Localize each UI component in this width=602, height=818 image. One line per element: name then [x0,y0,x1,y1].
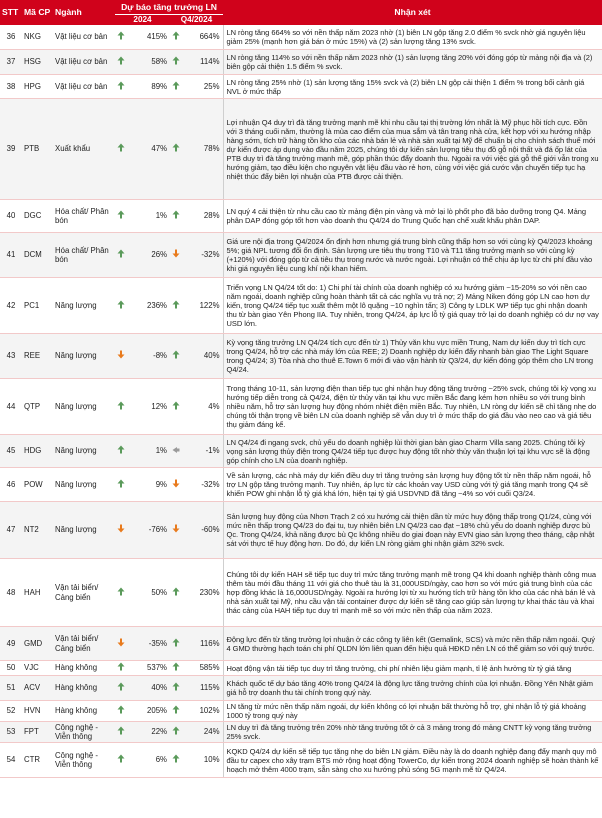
row-2024-arrow [115,468,126,502]
row-nhan-xet: Khách quốc tế dự báo tăng 40% trong Q4/24 là động lực tăng trưởng chính của lợi nhuận. Đồng Yên Nhật giảm giá hỗ trợ doanh thu tài chính trong quý này. [223,676,602,701]
row-q4-arrow [170,676,181,701]
row-2024-value: 58% [126,50,170,75]
row-q4-arrow [170,75,181,99]
row-nganh: Năng lượng [53,435,115,468]
table-row [0,722,602,743]
row-q4-arrow [170,200,181,233]
arrow-up-icon [172,300,180,309]
row-q4-value: 585% [181,661,223,676]
header-row [0,0,602,14]
row-nganh: Năng lượng [53,502,115,559]
row-nhan-xet: LN ròng tăng 664% so với nền thấp năm 2023 nhờ (1) biên LN gộp tăng 2.0 điểm % svck nhờ giá nguyên liệu giảm 25% (mạnh hơn giá bán ở mức 15%) và (2) sản lượng tăng 13% svck. [223,25,602,50]
row-nhan-xet: Về sản lượng, các nhà máy dự kiến điều duy trì tăng trưởng sản lượng huy động tốt từ nền thấp năm ngoái, hỗ trợ LN gộp tăng trưởng mạnh. Tuy nhiên, áp lực từ các khoản vay USD cùng với tỷ giá tăng mạnh trong Q4 sẽ khiến POW ghi nhận lỗ tỷ giá khá lớn, hiện tại tỷ giá USDVND đã tăng ~4% so với cuối Q3/24. [223,468,602,502]
row-stt: 40 [0,200,22,233]
row-nganh: Vật liệu cơ bản [53,25,115,50]
row-q4-value: -32% [181,468,223,502]
row-nganh: Hóa chất/ Phân bón [53,233,115,278]
row-2024-value: 1% [126,200,170,233]
row-2024-arrow [115,435,126,468]
row-2024-arrow [115,25,126,50]
row-2024-arrow [115,661,126,676]
row-nhan-xet: LN tăng từ mức nền thấp năm ngoái, dự kiến không có lợi nhuận bất thường hỗ trợ, ghi nhận lỗ tỷ giá khoảng 1000 tỷ trong quý này [223,701,602,722]
row-ma-cp: NT2 [22,502,53,559]
header-nhan-xet: Nhận xét [223,0,602,25]
arrow-up-icon [172,726,180,735]
row-2024-value: 22% [126,722,170,743]
arrow-up-icon [172,143,180,152]
row-ma-cp: HVN [22,701,53,722]
arrow-up-icon [117,445,125,454]
row-stt: 49 [0,627,22,661]
row-nganh: Vật liệu cơ bản [53,50,115,75]
row-q4-arrow [170,502,181,559]
table-row [0,743,602,778]
row-q4-arrow [170,379,181,435]
row-ma-cp: PTB [22,99,53,200]
header-du-bao: Dự báo tăng trưởng LN [115,0,223,14]
arrow-up-icon [172,587,180,596]
row-2024-arrow [115,379,126,435]
row-stt: 39 [0,99,22,200]
row-stt: 48 [0,559,22,627]
row-q4-value: 230% [181,559,223,627]
arrow-up-icon [172,682,180,691]
arrow-up-icon [117,81,125,90]
arrow-up-icon [172,401,180,410]
arrow-up-icon [117,682,125,691]
row-q4-arrow [170,661,181,676]
table-row [0,75,602,99]
table-row [0,701,602,722]
row-stt: 46 [0,468,22,502]
arrow-up-icon [172,662,180,671]
header-nganh: Ngành [53,0,115,25]
row-q4-value: 10% [181,743,223,778]
arrow-up-icon [172,350,180,359]
arrow-up-icon [117,300,125,309]
row-ma-cp: GMD [22,627,53,661]
row-nganh: Năng lượng [53,468,115,502]
row-2024-value: 89% [126,75,170,99]
row-2024-arrow [115,99,126,200]
row-ma-cp: DCM [22,233,53,278]
row-2024-value: -35% [126,627,170,661]
row-2024-arrow [115,701,126,722]
arrow-down-icon [172,479,180,488]
row-nganh: Vận tải biển/ Cảng biển [53,627,115,661]
row-q4-value: 115% [181,676,223,701]
row-ma-cp: FPT [22,722,53,743]
arrow-up-icon [172,705,180,714]
row-nhan-xet: Sản lượng huy động của Nhơn Trạch 2 có xu hướng cải thiện dần từ mức huy động thấp trong Q1/24, cùng với mức nền thấp trong Q4/23 do đại tu, tuy nhiên biên LN Q4/23 cao đạt ~18% chủ yếu do doanh nghiệp được bù Qc. Trong Q4/24, khả năng được bù Qc không nhiều do giai đoạn này EVN giao sản lượng theo tháng, cập nhật sát với thực tế huy động hơn. Do đó, dự kiến LN ròng giảm ghi nhận giảm 32% svck. [223,502,602,559]
table-row [0,99,602,200]
table-row [0,502,602,559]
row-2024-value: 12% [126,379,170,435]
arrow-up-icon [117,210,125,219]
row-nhan-xet: KQKD Q4/24 dự kiến sẽ tiếp tục tăng nhẹ do biên LN giảm. Điều này là do doanh nghiệp đang đẩy mạnh quy mô đầu tư capex cho xây trạm BTS mở rộng hoạt động TowerCo, dự kiến trong 2024 doanh nghiệp sẽ hoàn thành kế hoạch mở thêm 4000 trạm, sẵn sàng cho xu hướng phủ sóng 5G mạnh mẽ từ Q4/24. [223,743,602,778]
row-nganh: Hóa chất/ Phân bón [53,200,115,233]
row-ma-cp: NKG [22,25,53,50]
row-nhan-xet: LN Q4/24 đi ngang svck, chủ yếu do doanh nghiệp lùi thời gian bàn giao Charm Villa sang 2025. Chúng tôi kỳ vọng sản lượng thủy điện trong Q4/24 tiếp tục được huy động tốt nhờ thủy văn thuận lợi tại khu vực sẽ là động góp chính cho LN của doanh nghiệp. [223,435,602,468]
row-2024-arrow [115,50,126,75]
row-nhan-xet: LN ròng tăng 25% nhờ (1) sản lượng tăng 15% svck và (2) biên LN gộp cải thiện 1 điểm % trong bối cảnh giá NVL ở mức thấp [223,75,602,99]
row-q4-arrow [170,278,181,334]
arrow-up-icon [172,81,180,90]
row-nganh: Công nghệ - Viễn thông [53,743,115,778]
header-stt: STT [0,0,22,25]
row-stt: 37 [0,50,22,75]
row-2024-arrow [115,559,126,627]
row-nganh: Năng lượng [53,379,115,435]
row-q4-arrow [170,743,181,778]
row-stt: 42 [0,278,22,334]
arrow-down-icon [172,249,180,258]
row-q4-arrow [170,627,181,661]
row-ma-cp: DGC [22,200,53,233]
arrow-up-icon [172,210,180,219]
row-q4-arrow [170,435,181,468]
row-q4-arrow [170,468,181,502]
header-ma-cp: Mã CP [22,0,53,25]
row-ma-cp: HAH [22,559,53,627]
row-q4-value: -60% [181,502,223,559]
row-q4-arrow [170,559,181,627]
row-q4-value: -32% [181,233,223,278]
row-2024-value: -8% [126,334,170,379]
row-nhan-xet: Hoạt động vận tải tiếp tục duy trì tăng trưởng, chi phí nhiên liệu giảm mạnh, tỉ lệ ảnh hưởng từ tỷ giá tăng [223,661,602,676]
row-nganh: Vận tải biển/ Cảng biển [53,559,115,627]
table-body [0,25,602,778]
row-q4-value: 114% [181,50,223,75]
row-q4-value: 122% [181,278,223,334]
arrow-down-icon [117,524,125,533]
arrow-up-icon [117,754,125,763]
row-nganh: Năng lượng [53,334,115,379]
row-2024-arrow [115,676,126,701]
table-row [0,200,602,233]
arrow-down-icon [117,638,125,647]
arrow-up-icon [117,479,125,488]
row-q4-arrow [170,25,181,50]
row-stt: 51 [0,676,22,701]
row-q4-value: 28% [181,200,223,233]
row-stt: 41 [0,233,22,278]
arrow-up-icon [117,662,125,671]
row-2024-value: 40% [126,676,170,701]
arrow-up-icon [117,143,125,152]
header-2024: 2024 [115,14,170,25]
row-ma-cp: POW [22,468,53,502]
row-stt: 38 [0,75,22,99]
row-ma-cp: REE [22,334,53,379]
table-row [0,25,602,50]
row-stt: 43 [0,334,22,379]
row-nganh: Xuất khẩu [53,99,115,200]
row-ma-cp: HSG [22,50,53,75]
arrow-up-icon [117,705,125,714]
row-nhan-xet: Động lực đến từ tăng trưởng lợi nhuận ở các công ty liên kết (Gemalink, SCS) và mức nền thấp năm ngoái. Quý 4 GMD thường hạch toán chi phí QLDN lớn liên quan đến hiệu quả HĐKD nên LN có thể giảm so với quý trước. [223,627,602,661]
row-2024-arrow [115,743,126,778]
row-q4-arrow [170,722,181,743]
row-nhan-xet: LN ròng tăng 114% so với nền thấp năm 2023 nhờ (1) sản lượng tăng 20% với đóng góp từ mảng nội địa và (2) biên gộp cải thiện 1.5 điểm % svck. [223,50,602,75]
row-2024-value: 50% [126,559,170,627]
row-q4-value: 664% [181,25,223,50]
row-q4-value: 102% [181,701,223,722]
row-nganh: Vật liệu cơ bản [53,75,115,99]
row-2024-value: 205% [126,701,170,722]
row-stt: 50 [0,661,22,676]
row-2024-value: 9% [126,468,170,502]
row-q4-value: 25% [181,75,223,99]
row-nhan-xet: Trong tháng 10-11, sản lượng điện than tiếp tục ghi nhận huy động tăng trưởng ~25% svck, chúng tôi kỳ vọng xu hướng tiếp diễn trong cả Q4/24, điện từ thủy văn tại khu vực miền Bắc đang kém hơn nhiều so với trung bình nhiều năm, hỗ trợ sản lượng huy động nhóm nhiệt điện miền Bắc. Tuy nhiên, LN ròng dự kiến sẽ chỉ tăng nhẹ do chúng tôi thận trọng về biên LN của doanh nghiệp sẽ vẫn duy trì ở mức thấp do giá đầu vào neo cao và giá tiêu thụ giảm đáng kể. [223,379,602,435]
row-2024-arrow [115,722,126,743]
table-row [0,559,602,627]
table-row [0,233,602,278]
row-2024-value: 47% [126,99,170,200]
table-row [0,676,602,701]
row-stt: 45 [0,435,22,468]
arrow-up-icon [172,754,180,763]
row-nganh: Công nghệ - Viễn thông [53,722,115,743]
row-2024-arrow [115,233,126,278]
arrow-up-icon [117,56,125,65]
table-row [0,50,602,75]
table-row [0,334,602,379]
row-nhan-xet: Giá ure nội địa trong Q4/2024 ổn định hơn nhưng giá trung bình cũng thấp hơn so với cùng kỳ Q4/2023 khoảng 5%; giá NPL tương đối ổn định. Sản lượng ure tiêu thụ trong T10 và T11 tăng trưởng mạnh so với cùng kỳ (+120%) với đóng góp từ cả tiêu thụ trong nước và nước ngoài. Lợi nhuận có thể chịu áp lực từ chi phí đầu vào khi giá nguyên liệu cung khí nội khan hiếm. [223,233,602,278]
row-stt: 47 [0,502,22,559]
table-row [0,379,602,435]
table-row [0,661,602,676]
row-2024-value: 1% [126,435,170,468]
row-ma-cp: ACV [22,676,53,701]
row-q4-arrow [170,334,181,379]
row-ma-cp: QTP [22,379,53,435]
row-q4-value: 116% [181,627,223,661]
arrow-up-icon [117,587,125,596]
arrow-up-icon [117,726,125,735]
row-q4-value: 40% [181,334,223,379]
row-2024-arrow [115,334,126,379]
table-row [0,468,602,502]
row-nganh: Năng lượng [53,278,115,334]
row-2024-value: 537% [126,661,170,676]
row-2024-arrow [115,627,126,661]
row-nhan-xet: Lợi nhuận Q4 duy trì đà tăng trưởng mạnh mẽ khi nhu cầu tại thị trường lớn nhất là Mỹ phục hồi tích cực. Đồn với 3 tháng cuối năm, thường là mùa cao điểm của mua sắm và tân trang nhà cửa, kết hợp với xu hướng nhập hàng sớm, tích trữ hàng tồn kho của các nhà bán lẻ và nhà sản xuất tại Mỹ để chuẩn bị cho chính sách thuế mới dự kiến được áp dụng vào đầu năm 2025, chúng tôi dự kiến sản lượng tiêu thụ đồ gỗ nội thất và đá ốp lát của PTB duy trì đà tăng trưởng mạnh mẽ, góp phần thúc đẩy doanh thu. Ngoài ra với việc giá gỗ thế giới vẫn trong xu hướng giảm, tạo điều kiện cho nguyên vật liệu đầu vào rẻ hơn, cùng với việc giá cước vận chuyển tiếp tục hạ nhiệt thúc đẩy biên lợi nhuận của PTB được cải thiện. [223,99,602,200]
row-nganh: Hàng không [53,676,115,701]
row-2024-arrow [115,502,126,559]
row-q4-arrow [170,50,181,75]
row-nganh: Hàng không [53,661,115,676]
arrow-up-icon [117,249,125,258]
row-2024-value: 6% [126,743,170,778]
row-stt: 36 [0,25,22,50]
arrow-down-icon [117,350,125,359]
row-2024-arrow [115,278,126,334]
arrow-up-icon [172,56,180,65]
row-stt: 54 [0,743,22,778]
row-q4-value: 24% [181,722,223,743]
row-q4-arrow [170,233,181,278]
arrow-up-icon [172,31,180,40]
row-ma-cp: HPG [22,75,53,99]
table-row [0,435,602,468]
row-nhan-xet: Chúng tôi dự kiến HAH sẽ tiếp tục duy trì mức tăng trưởng mạnh mẽ trong Q4 khi doanh nghiệp thành công mua thêm tàu mới đầu tháng 11 với giá cho thuê tàu là 31,000USD/ngày, cao hơn so với mức giá trung bình của các hợp đồng khác là 16,000USD/ngày. Ngoài ra hướng lợi từ xu hướng tích trữ hàng tồn kho của các nhà bán lẻ và nhà sản xuất tại Mỹ, nhu cầu vận tải container được dự kiến sẽ tăng cao giúp sản lượng tự khai thác tàu và khai thác cảng của HAH tiếp tục duy trì mạnh mẽ so với mức nền thấp của năm 2023. [223,559,602,627]
row-q4-value: 78% [181,99,223,200]
row-ma-cp: VJC [22,661,53,676]
row-stt: 52 [0,701,22,722]
row-q4-value: 4% [181,379,223,435]
row-q4-value: -1% [181,435,223,468]
row-q4-arrow [170,99,181,200]
arrow-down-icon [172,524,180,533]
row-2024-arrow [115,200,126,233]
arrow-up-icon [172,638,180,647]
row-nhan-xet: Kỳ vọng tăng trưởng LN Q4/24 tích cực đến từ 1) Thủy văn khu vực miền Trung, Nam dự kiến duy trì tích cực trong Q4/24, hỗ trợ các nhà máy lớn của REE; 2) Doanh nghiệp dự kiến đẩy nhanh bàn giao The Light Square trong Q4/24; 3) Tòa nhà cho thuê E.Town 6 mới đi vào vận hành từ Q3/24, dự kiến đóng góp thêm cho LN trong Q4/24. [223,334,602,379]
arrow-side-icon [172,445,180,454]
header-q4-2024: Q4/2024 [170,14,223,25]
row-stt: 44 [0,379,22,435]
row-nganh: Hàng không [53,701,115,722]
row-nhan-xet: Triển vọng LN Q4/24 tốt do: 1) Chi phí tài chính của doanh nghiệp có xu hướng giảm ~15-20% so với nền cao năm ngoái, doanh nghiệp cũng hoàn thành tất cả các nghĩa vụ trả nợ; 2) Mảng Niken đóng góp LN cao hơn dự kiến, trong Q4/24 tiếp tục xuất thêm một lô quặng ~10 nghìn tấn; 3) Công ty LDLK WP tiếp tục ghi nhận doanh thu từ bàn giao Yên Phong IIA. Tuy nhiên, trong Q4/24, áp lực lỗ tỷ giá quay trở lại do doanh nghiệp có dư nợ vay USD lớn. [223,278,602,334]
row-2024-value: 415% [126,25,170,50]
table-row [0,278,602,334]
arrow-up-icon [117,31,125,40]
row-2024-value: 26% [126,233,170,278]
row-ma-cp: CTR [22,743,53,778]
row-nhan-xet: LN quý 4 cải thiện từ nhu cầu cao từ mảng điện pin vàng và mở lại lò phốt pho đã bảo dưỡng trong Q4. Mảng phân DAP đóng góp tốt hơn vào doanh thu Q4/24 do Trung Quốc hạn chế xuất khẩu phân DAP. [223,200,602,233]
arrow-up-icon [117,401,125,410]
row-2024-value: 236% [126,278,170,334]
table-row [0,627,602,661]
row-q4-arrow [170,701,181,722]
row-2024-value: -76% [126,502,170,559]
row-stt: 53 [0,722,22,743]
row-nhan-xet: LN duy trì đà tăng trưởng trên 20% nhờ tăng trưởng tốt ở cả 3 mảng trong đó mảng CNTT kỳ vọng tăng trưởng 25% svck. [223,722,602,743]
row-ma-cp: HDG [22,435,53,468]
row-2024-arrow [115,75,126,99]
row-ma-cp: PC1 [22,278,53,334]
